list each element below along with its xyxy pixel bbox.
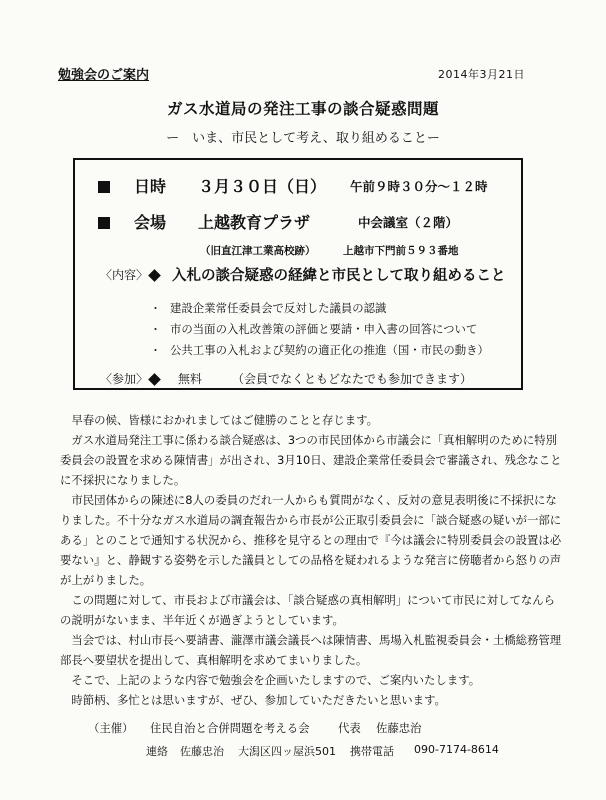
content-bullet: 市の当面の入札改善策の評価と要請・申入書の回答について — [170, 322, 478, 336]
dot-bullet-icon: ・ — [150, 344, 161, 357]
content-title: 入札の談合疑惑の経緯と市民として取り組めること — [172, 268, 506, 284]
content-label: 〈内容〉 — [100, 268, 149, 282]
subtitle: ー いま、市民として考え、取り組めることー — [166, 131, 440, 146]
venue-room: 中会議室（２階） — [358, 215, 459, 230]
venue-label: 会場 — [134, 213, 167, 232]
host-label: （主催） — [88, 721, 134, 735]
doc-label: 勉強会のご案内 — [58, 68, 150, 83]
host-org: 住民自治と合併問題を考える会 — [150, 721, 310, 735]
venue-note: （旧直江津工業高校跡） — [200, 245, 316, 257]
fee-note: （会員でなくともどなたでも参加できます） — [232, 372, 473, 386]
fee-label: 〈参加〉 — [100, 372, 149, 386]
square-bullet-icon — [98, 217, 110, 229]
datetime-date: ３月３０日（日） — [198, 177, 327, 196]
dot-bullet-icon: ・ — [150, 302, 161, 315]
issue-date: 2014年3月21日 — [438, 68, 525, 81]
rep-label: 代表 — [338, 721, 361, 735]
body-paragraph: 市民団体からの陳述に8人の委員のだれ一人からも質問がなく、反対の意見表明後に不採択になりました。不十分なガス水道局の調査報告から市長が公正取引委員会に「談合疑惑の疑いが一部にある」とのことで通知する状況から、推移を見守るとの理由で『今は議会に特別委員会の設置は必要ない』と、静観する姿勢を示した議員としての品格を疑われるような発言に傍聴者から怒りの声が上がりました。 — [60, 493, 562, 587]
dot-bullet-icon: ・ — [150, 323, 161, 336]
contact-name: 佐藤忠治 — [180, 745, 224, 758]
content-bullet: 公共工事の入札および契約の適正化の推進（国・市民の動き） — [170, 343, 489, 357]
body-paragraph: 早春の候、皆様におかれましてはご健勝のことと存じます。 — [71, 413, 379, 427]
rep-name: 佐藤忠治 — [376, 721, 422, 735]
body-paragraph: 時節柄、多忙とは思いますが、ぜひ、参加していただきたいと思います。 — [71, 693, 446, 707]
phone-label: 携帯電話 — [350, 745, 394, 758]
square-bullet-icon — [98, 181, 110, 193]
contact-label: 連絡 — [146, 745, 168, 758]
body-paragraph: 当会では、村山市長へ要請書、瀧澤市議会議長へは陳情書、馬場入札監視委員会・土橋総務管理部長へ要望状を提出して、真相解明を求めてまいりました。 — [60, 633, 562, 667]
body-paragraph: この問題に対して、市長および市議会は、「談合疑惑の真相解明」について市民に対してなんらの説明がないまま、半年近くが過ぎようとしています。 — [60, 593, 556, 627]
content-bullet: 建設企業常任委員会で反対した議員の認識 — [170, 301, 387, 315]
body-paragraph: ガス水道局発注工事に係わる談合疑惑は、3つの市民団体から市議会に「真相解明のために特別委員会の設置を求める陳情書」が出され、3月10日、建設企業常任委員会で審議され、残念なことに不採択になりました。 — [60, 433, 562, 487]
venue-name: 上越教育プラザ — [198, 213, 311, 232]
page-title: ガス水道局の発注工事の談合疑惑問題 — [166, 100, 439, 118]
fee-value: 無料 — [178, 372, 203, 386]
datetime-label: 日時 — [134, 177, 167, 196]
phone-number: 090-7174-8614 — [414, 743, 499, 756]
body-paragraph: そこで、上記のような内容で勉強会を企画いたしますので、ご案内いたします。 — [71, 673, 481, 687]
venue-address: 上越市下門前５９３番地 — [343, 245, 459, 257]
datetime-time: 午前９時３０分～１２時 — [350, 179, 488, 194]
contact-address: 大潟区四ッ屋浜501 — [238, 745, 336, 758]
body-text — [60, 410, 565, 710]
